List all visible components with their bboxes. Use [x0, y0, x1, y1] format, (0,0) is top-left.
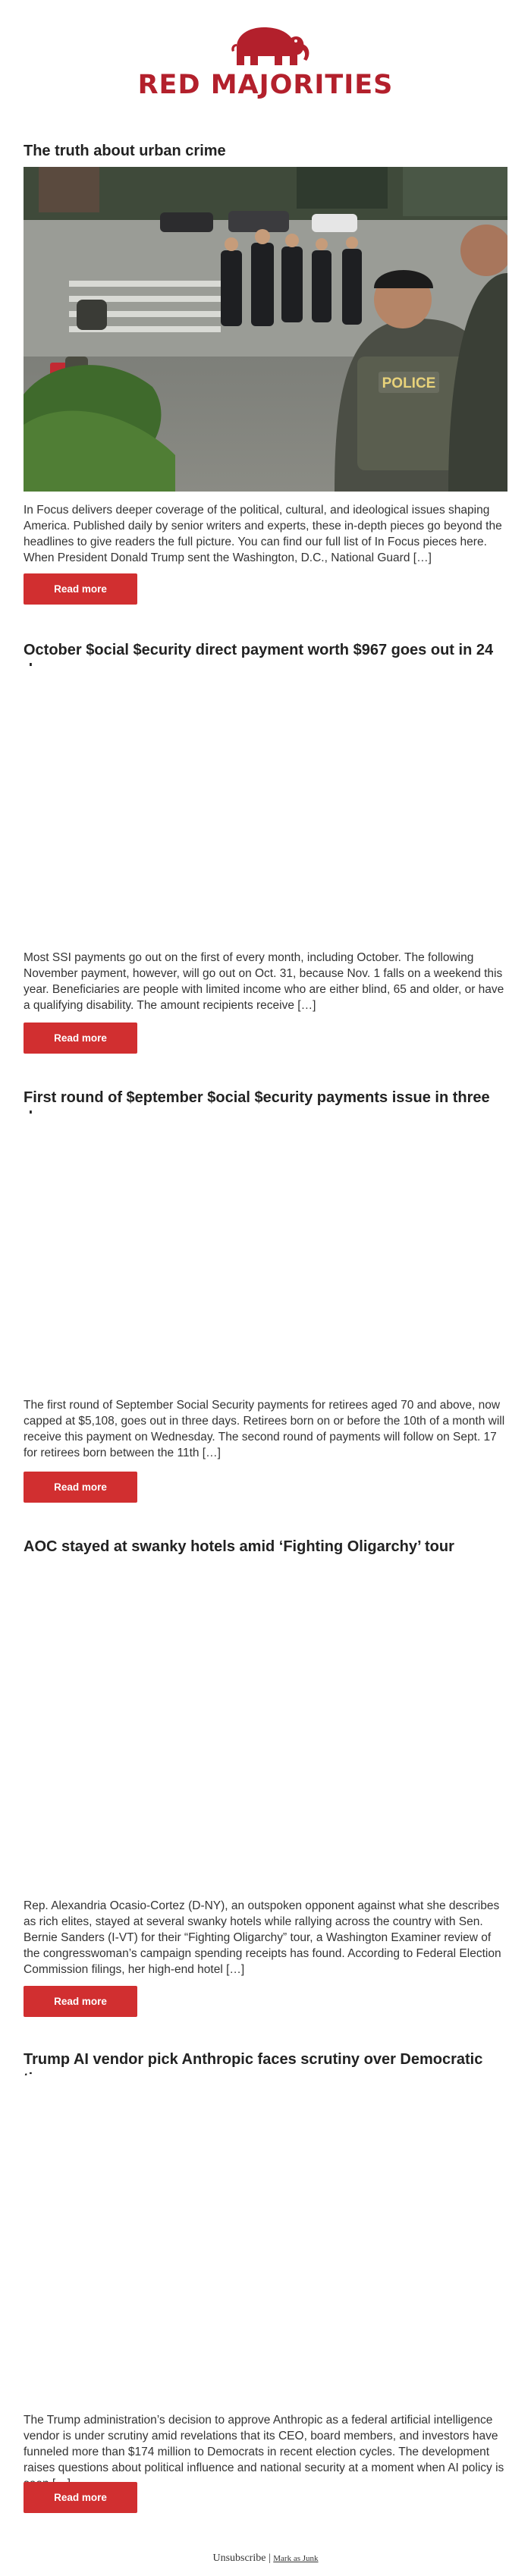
article-title[interactable]: October $ocial $ecurity direct payment worth $967 goes out in 24 [24, 642, 494, 658]
brand-name: RED MAJORITIES [137, 70, 394, 100]
article-excerpt: In Focus delivers deeper coverage of the political, cultural, and ideological issues shaping America. Published daily by senior writers and experts, these in-depth pieces go beyond the headlines to give readers the full picture. You can find our full list of In Focus pieces here. When President Donald Trump sent the Washington, D.C., National Guard […] [24, 504, 502, 564]
article-card [24, 141, 507, 595]
read-more-button[interactable]: Read more [24, 1472, 137, 1503]
header [0, 0, 531, 114]
article-card [24, 2050, 507, 2503]
article-image-placeholder [24, 2075, 507, 2379]
article-excerpt: Most SSI payments go out on the first of every month, including October. The following November payment, however, will go out on Oct. 31, because Nov. 1 falls on a weekend this year. Beneficiaries are people with limited income who are either blind, 65 and older, or have a qualifying disability. The amount recipients receive […] [24, 951, 504, 1012]
article-card [24, 640, 507, 1044]
article-image-placeholder [24, 666, 507, 969]
article-image[interactable] [24, 167, 507, 492]
footer [0, 2552, 531, 2565]
elephant-icon [176, 21, 355, 70]
article-title[interactable]: AOC stayed at swanky hotels amid ‘Fighting Oligarchy’ tour [24, 1538, 454, 1555]
article-excerpt: Rep. Alexandria Ocasio-Cortez (D-NY), an outspoken opponent against what she describes as rich elites, stayed at several swanky hotels while rallying across the country with Sen. Bernie Sanders (I-VT) for their “Fighting Oligarchy” tour, a Washington Examiner review of the congresswoman’s campaign spending receipts has found. According to Federal Election Commission filings, her high-end hotel […] [24, 1899, 501, 1976]
read-more-button[interactable]: Read more [24, 1023, 137, 1054]
svg-text:POLICE: POLICE [382, 375, 436, 391]
article-image-placeholder [24, 1114, 507, 1417]
article-title[interactable]: First round of $eptember $ocial $ecurity payments issue in three [24, 1089, 490, 1106]
article-title[interactable]: The truth about urban crime [24, 143, 226, 159]
mark-as-junk-link[interactable]: Mark as Junk [273, 2554, 319, 2563]
read-more-button[interactable]: Read more [24, 1986, 137, 2017]
article-excerpt: The first round of September Social Security payments for retirees aged 70 and above, now capped at $5,108, goes out in three days. Retirees born on or before the 10th of a month will receive this payment on Wednesday. The second round of payments will follow on Sept. 17 for retirees born between the 11th […] [24, 1399, 505, 1459]
article-card [24, 1537, 507, 2007]
article-title[interactable]: Trump AI vendor pick Anthropic faces scrutiny over Democratic [24, 2051, 483, 2068]
article-image-placeholder [24, 1563, 507, 1866]
article-excerpt: The Trump administration’s decision to approve Anthropic as a federal artificial intelligence vendor is under scrutiny amid revelations that its CEO, board members, and investors have funneled more than $174 million to Democrats in recent election cycles. The development raises questions about political influence and national security at a moment when AI policy is [24, 2414, 504, 2474]
unsubscribe-link[interactable]: Unsubscribe [212, 2552, 266, 2564]
article-card [24, 1088, 507, 1493]
read-more-button[interactable]: Read more [24, 2482, 137, 2513]
footer-separator: | [268, 2552, 271, 2564]
read-more-button[interactable]: Read more [24, 573, 137, 605]
